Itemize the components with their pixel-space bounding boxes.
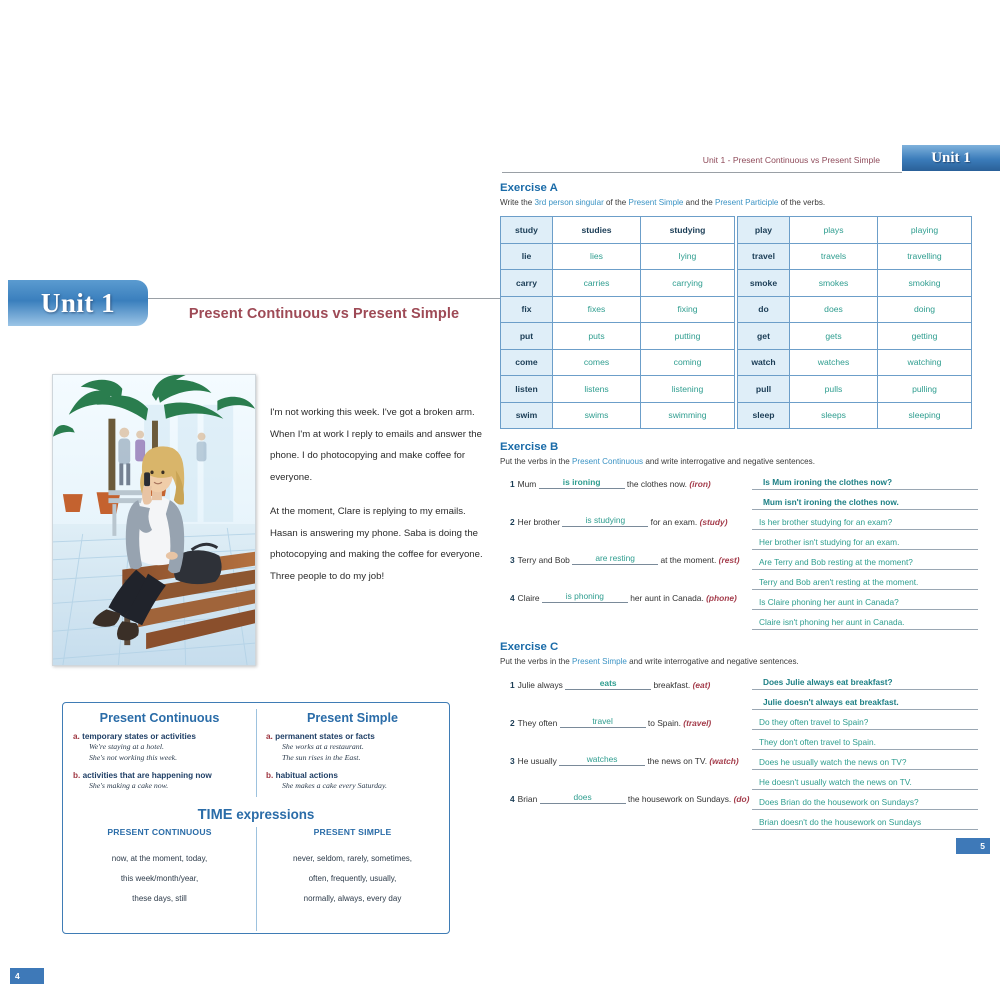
time-heading-present-simple: PRESENT SIMPLE bbox=[313, 827, 392, 837]
table-row bbox=[738, 243, 972, 270]
table-row bbox=[738, 296, 972, 323]
answer-line-negative[interactable]: Mum isn't ironing the clothes now. bbox=[752, 497, 978, 510]
verb-cue: (phone) bbox=[706, 593, 737, 603]
verb-participle-cell[interactable]: carrying bbox=[641, 270, 735, 297]
verb-third-person-cell[interactable]: studies bbox=[553, 217, 641, 244]
answer-blank-input[interactable]: is studying bbox=[562, 515, 648, 527]
exercise-sentence-row bbox=[510, 716, 711, 728]
verb-base-cell: pull bbox=[738, 376, 790, 403]
grammar-heading-present-simple: Present Simple bbox=[307, 711, 398, 725]
verb-third-person-cell[interactable]: plays bbox=[790, 217, 878, 244]
sentence-subject: Claire bbox=[517, 593, 542, 603]
left-page bbox=[0, 130, 500, 981]
answer-line-negative[interactable]: He doesn't usually watch the news on TV. bbox=[752, 777, 978, 790]
sentence-tail: the clothes now. bbox=[624, 479, 690, 489]
verb-cue: (iron) bbox=[689, 479, 711, 489]
verb-base-cell: lie bbox=[501, 243, 553, 270]
verb-participle-cell[interactable]: lying bbox=[641, 243, 735, 270]
answer-line-negative[interactable]: Terry and Bob aren't resting at the moment. bbox=[752, 577, 978, 590]
answer-line-negative[interactable]: Claire isn't phoning her aunt in Canada. bbox=[752, 617, 978, 630]
exercise-a-table-left-wrap bbox=[500, 216, 735, 429]
exercise-sentence-row bbox=[510, 754, 739, 766]
sentence-tail: breakfast. bbox=[651, 680, 693, 690]
table-row bbox=[738, 270, 972, 297]
exercise-b-heading: Exercise B bbox=[500, 441, 559, 453]
answer-line-interrogative[interactable]: Is Claire phoning her aunt in Canada? bbox=[752, 597, 978, 610]
exercise-sentence-row bbox=[510, 553, 740, 565]
grammar-item bbox=[73, 732, 246, 764]
grammar-item-marker: a. bbox=[73, 732, 80, 741]
verb-base-cell: fix bbox=[501, 296, 553, 323]
exercise-a-instruction: Write the 3rd person singular of the Present Simple and the Present Participle of the verbs. bbox=[500, 198, 826, 207]
verb-third-person-cell[interactable]: travels bbox=[790, 243, 878, 270]
verb-participle-cell[interactable]: doing bbox=[878, 296, 972, 323]
sentence-subject: Julie always bbox=[517, 680, 566, 690]
time-line: now, at the moment, today, bbox=[111, 854, 208, 863]
exercise-sentence-row bbox=[510, 477, 711, 489]
verb-third-person-cell[interactable]: comes bbox=[553, 349, 641, 376]
time-line: often, frequently, usually, bbox=[308, 874, 397, 883]
exercise-sentence-row bbox=[510, 678, 710, 690]
answer-line-negative[interactable]: They don't often travel to Spain. bbox=[752, 737, 978, 750]
table-row bbox=[501, 296, 735, 323]
verb-third-person-cell[interactable]: sleeps bbox=[790, 402, 878, 429]
verb-third-person-cell[interactable]: does bbox=[790, 296, 878, 323]
verb-base-cell: smoke bbox=[738, 270, 790, 297]
exercise-c-heading: Exercise C bbox=[500, 641, 559, 653]
verb-cue: (study) bbox=[699, 517, 728, 527]
grammar-item-label: a. permanent states or facts bbox=[266, 732, 375, 741]
verb-third-person-cell[interactable]: pulls bbox=[790, 376, 878, 403]
item-number: 4 bbox=[510, 794, 515, 804]
sentence-tail: to Spain. bbox=[645, 718, 684, 728]
exercise-c-instruction: Put the verbs in the Present Simple and write interrogative and negative sentences. bbox=[500, 657, 799, 666]
sentence-subject: Brian bbox=[517, 794, 540, 804]
exercise-a-table-right[interactable] bbox=[737, 216, 972, 429]
table-row bbox=[738, 349, 972, 376]
item-number: 2 bbox=[510, 718, 515, 728]
verb-participle-cell[interactable]: sleeping bbox=[878, 402, 972, 429]
grammar-item-marker: a. bbox=[266, 732, 273, 741]
verb-cue: (travel) bbox=[683, 718, 712, 728]
verb-third-person-cell[interactable]: gets bbox=[790, 323, 878, 350]
verb-base-cell: watch bbox=[738, 349, 790, 376]
grammar-item-label: b. activities that are happening now bbox=[73, 770, 212, 780]
answer-line-negative[interactable]: Brian doesn't do the housework on Sundays bbox=[752, 817, 978, 830]
grammar-item-marker: b. bbox=[266, 770, 274, 780]
passage-paragraph-1: I'm not working this week. I've got a broken arm. When I'm at work I reply to emails and answer the phone. I do photocopying and make coffee for everyone. bbox=[270, 407, 482, 483]
item-number: 2 bbox=[510, 517, 515, 527]
verb-participle-cell[interactable]: playing bbox=[878, 217, 972, 244]
sentence-subject: They often bbox=[517, 718, 560, 728]
grammar-example: She's not working this week. bbox=[89, 753, 178, 763]
verb-third-person-cell[interactable]: swims bbox=[553, 402, 641, 429]
grammar-example: The sun rises in the East. bbox=[282, 753, 361, 763]
item-number: 1 bbox=[510, 479, 515, 489]
grammar-item-label: b. habitual actions bbox=[266, 770, 338, 780]
exercise-sentence-row bbox=[510, 591, 737, 603]
answer-blank-input[interactable]: is phoning bbox=[542, 591, 628, 603]
grammar-example: She works at a restaurant. bbox=[282, 742, 364, 751]
verb-base-cell: do bbox=[738, 296, 790, 323]
grammar-example: She makes a cake every Saturday. bbox=[282, 780, 387, 790]
table-row bbox=[738, 323, 972, 350]
answer-line-interrogative[interactable]: Is her brother studying for an exam? bbox=[752, 517, 978, 530]
verb-base-cell: sleep bbox=[738, 402, 790, 429]
answer-line-interrogative[interactable]: Does Julie always eat breakfast? bbox=[752, 677, 978, 690]
exercise-b-instruction: Put the verbs in the Present Continuous and write interrogative and negative sentences. bbox=[500, 457, 815, 466]
item-number: 4 bbox=[510, 593, 515, 603]
sentence-tail: at the moment. bbox=[658, 555, 719, 565]
time-column-present-simple bbox=[256, 827, 449, 931]
exercise-sentence-row bbox=[510, 792, 749, 804]
page-number-right: 5 bbox=[956, 838, 990, 854]
unit-badge-label: Unit 1 bbox=[40, 287, 116, 318]
verb-base-cell: listen bbox=[501, 376, 553, 403]
sentence-tail: the news on TV. bbox=[645, 756, 710, 766]
verb-cue: (eat) bbox=[692, 680, 711, 690]
time-line: normally, always, every day bbox=[303, 894, 402, 903]
time-line: never, seldom, rarely, sometimes, bbox=[292, 854, 412, 863]
verb-third-person-cell[interactable]: fixes bbox=[553, 296, 641, 323]
table-row bbox=[738, 402, 972, 429]
sentence-subject: Her brother bbox=[517, 517, 563, 527]
time-line: this week/month/year, bbox=[120, 874, 199, 883]
table-row bbox=[501, 349, 735, 376]
verb-participle-cell[interactable]: smoking bbox=[878, 270, 972, 297]
verb-third-person-cell[interactable]: listens bbox=[553, 376, 641, 403]
sentence-subject: Mum bbox=[517, 479, 539, 489]
sentence-tail: her aunt in Canada. bbox=[627, 593, 707, 603]
time-heading-present-continuous: PRESENT CONTINUOUS bbox=[107, 827, 212, 837]
unit-tab bbox=[902, 145, 1000, 171]
exercise-sentence-row bbox=[510, 515, 727, 527]
item-number: 3 bbox=[510, 756, 515, 766]
answer-line-interrogative[interactable]: Are Terry and Bob resting at the moment? bbox=[752, 557, 978, 570]
verb-base-cell: travel bbox=[738, 243, 790, 270]
exercise-b-instruction-highlight: Present Continuous bbox=[572, 457, 644, 466]
answer-line-interrogative[interactable]: Do they often travel to Spain? bbox=[752, 717, 978, 730]
verb-participle-cell[interactable]: watching bbox=[878, 349, 972, 376]
verb-participle-cell[interactable]: coming bbox=[641, 349, 735, 376]
unit-tab-label: Unit 1 bbox=[931, 149, 971, 166]
exercise-a-heading: Exercise A bbox=[500, 182, 558, 194]
exercise-a-table-left[interactable] bbox=[500, 216, 735, 429]
verb-base-cell: come bbox=[501, 349, 553, 376]
sentence-subject: Terry and Bob bbox=[517, 555, 573, 565]
running-head: Unit 1 - Present Continuous vs Present Simple bbox=[702, 155, 880, 165]
page-title: Present Continuous vs Present Simple bbox=[188, 306, 460, 322]
header-divider bbox=[148, 298, 500, 299]
time-line: these days, still bbox=[132, 894, 187, 903]
grammar-item-label: a. temporary states or activities bbox=[73, 732, 196, 741]
table-row bbox=[501, 323, 735, 350]
photo-illustration bbox=[53, 375, 255, 665]
grammar-reference-box bbox=[62, 702, 450, 934]
verb-base-cell: put bbox=[501, 323, 553, 350]
verb-base-cell: carry bbox=[501, 270, 553, 297]
item-number: 1 bbox=[510, 680, 515, 690]
answer-blank-input[interactable]: does bbox=[540, 792, 626, 804]
verb-cue: (do) bbox=[733, 794, 750, 804]
verb-participle-cell[interactable]: swimming bbox=[641, 402, 735, 429]
verb-participle-cell[interactable]: fixing bbox=[641, 296, 735, 323]
sentence-tail: the housework on Sundays. bbox=[625, 794, 734, 804]
grammar-item-marker: b. bbox=[73, 770, 81, 780]
verb-third-person-cell[interactable]: smokes bbox=[790, 270, 878, 297]
exercise-c-instruction-highlight: Present Simple bbox=[572, 657, 627, 666]
grammar-item bbox=[266, 732, 439, 764]
grammar-column-present-continuous bbox=[63, 703, 256, 803]
grammar-example: She's making a cake now. bbox=[89, 780, 169, 790]
answer-blank-input[interactable]: are resting bbox=[572, 553, 658, 565]
reading-passage bbox=[270, 402, 485, 588]
item-number: 3 bbox=[510, 555, 515, 565]
verb-cue: (rest) bbox=[718, 555, 740, 565]
grammar-example: We're staying at a hotel. bbox=[89, 742, 164, 751]
verb-participle-cell[interactable]: travelling bbox=[878, 243, 972, 270]
answer-line-interrogative[interactable]: Does Brian do the housework on Sundays? bbox=[752, 797, 978, 810]
table-row bbox=[501, 376, 735, 403]
answer-blank-input[interactable]: eats bbox=[565, 678, 651, 690]
verb-participle-cell[interactable]: listening bbox=[641, 376, 735, 403]
time-expressions-title: TIME expressions bbox=[197, 807, 315, 823]
exercise-a-table-right-wrap bbox=[737, 216, 972, 429]
verb-participle-cell[interactable]: putting bbox=[641, 323, 735, 350]
verb-participle-cell[interactable]: getting bbox=[878, 323, 972, 350]
grammar-item bbox=[73, 771, 246, 791]
verb-participle-cell[interactable]: studying bbox=[641, 217, 735, 244]
verb-base-cell: swim bbox=[501, 402, 553, 429]
table-row bbox=[738, 376, 972, 403]
answer-blank-input[interactable]: watches bbox=[559, 754, 645, 766]
unit-badge bbox=[8, 280, 148, 326]
table-row bbox=[501, 270, 735, 297]
answer-line-interrogative[interactable]: Does he usually watch the news on TV? bbox=[752, 757, 978, 770]
verb-participle-cell[interactable]: pulling bbox=[878, 376, 972, 403]
verb-third-person-cell[interactable]: watches bbox=[790, 349, 878, 376]
running-head-divider bbox=[502, 172, 902, 173]
verb-base-cell: play bbox=[738, 217, 790, 244]
sentence-tail: for an exam. bbox=[648, 517, 700, 527]
verb-base-cell: study bbox=[501, 217, 553, 244]
table-row bbox=[501, 402, 735, 429]
page-number-left: 4 bbox=[10, 968, 44, 984]
answer-blank-input[interactable]: travel bbox=[560, 716, 646, 728]
table-row bbox=[501, 243, 735, 270]
verb-base-cell: get bbox=[738, 323, 790, 350]
grammar-heading-present-continuous: Present Continuous bbox=[99, 711, 220, 725]
time-expressions-section bbox=[63, 827, 449, 931]
passage-paragraph-2: At the moment, Clare is replying to my emails. Hasan is answering my phone. Saba is doing the photocopying and making the coffee for everyone. Three people to do my job! bbox=[270, 506, 483, 583]
grammar-item bbox=[266, 771, 439, 791]
answer-line-negative[interactable]: Julie doesn't always eat breakfast. bbox=[752, 697, 978, 710]
answer-blank-input[interactable]: is ironing bbox=[539, 477, 625, 489]
verb-third-person-cell[interactable]: puts bbox=[553, 323, 641, 350]
table-row bbox=[501, 217, 735, 244]
verb-third-person-cell[interactable]: carries bbox=[553, 270, 641, 297]
sentence-subject: He usually bbox=[517, 756, 560, 766]
grammar-column-present-simple bbox=[256, 703, 449, 803]
verb-third-person-cell[interactable]: lies bbox=[553, 243, 641, 270]
grammar-top-section bbox=[63, 703, 449, 803]
time-column-present-continuous bbox=[63, 827, 256, 931]
answer-line-interrogative[interactable]: Is Mum ironing the clothes now? bbox=[752, 477, 978, 490]
table-row bbox=[738, 217, 972, 244]
answer-line-negative[interactable]: Her brother isn't studying for an exam. bbox=[752, 537, 978, 550]
woman-on-bench-phone-photo bbox=[52, 374, 256, 666]
verb-cue: (watch) bbox=[709, 756, 739, 766]
